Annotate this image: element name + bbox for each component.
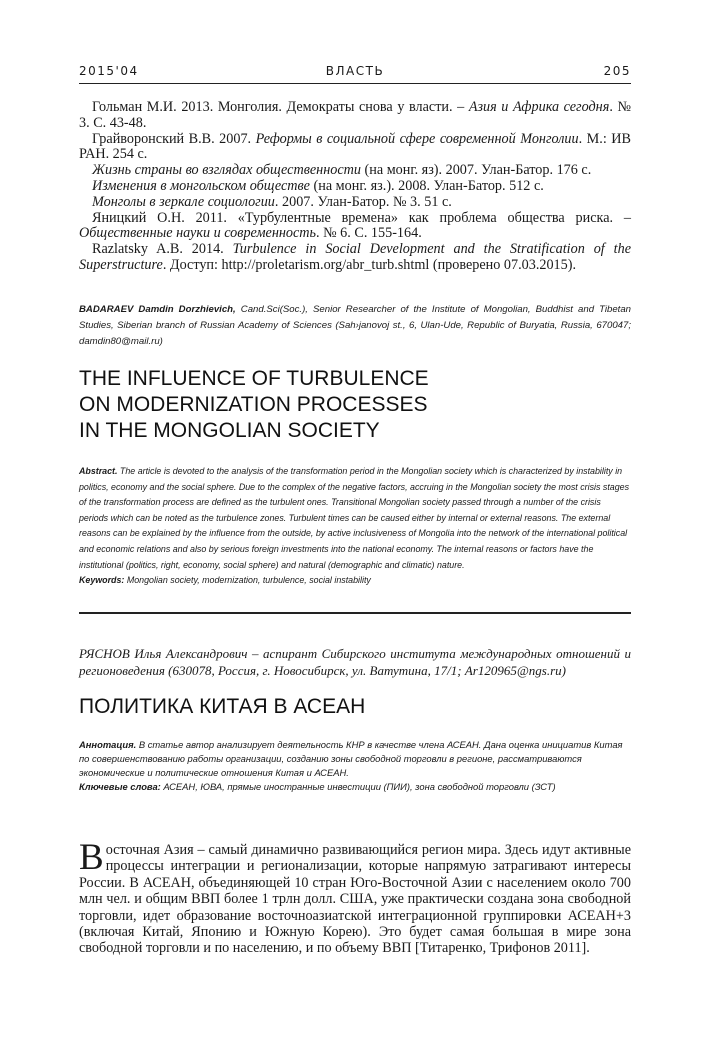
references-list (79, 100, 631, 274)
section-divider (79, 612, 631, 614)
russian-author-affiliation: – аспирант Сибирского института международных отношений и регионоведения (630078, Россия, г. Новосибирск, ул. Ватутина, 17/1; Ar120965@ngs.ru) (79, 646, 631, 678)
reference-item (79, 100, 631, 132)
ref-author: Razlatsky A.B. 2014. (92, 241, 233, 258)
ref-details: . 2007. Улан-Батор. № 3. 51 с. (274, 193, 452, 210)
annotation-text: В статье автор анализирует деятельность КНР в качестве члена АСЕАН. Дана оценка инициатив Китая по совершенствованию работы организации, созданию зоны свободной торговли в регионе, рассматриваются экономические и политические отношения Китая и АСЕАН. (79, 739, 623, 778)
keywords-text: Mongolian society, modernization, turbulence, social instability (124, 575, 371, 586)
english-abstract (79, 464, 631, 589)
drop-cap: В (79, 837, 104, 878)
ref-author: Гольман М.И. 2013. Монголия. Демократы снова у власти. – (92, 99, 469, 115)
ref-details: . Доступ: http://proletarism.org/abr_turb.shtml (проверено 07.03.2015). (162, 256, 577, 273)
reference-item (79, 211, 631, 243)
english-title-line: ON MODERNIZATION PROCESSES (79, 393, 428, 416)
english-title-line: THE INFLUENCE OF TURBULENCE (79, 367, 429, 390)
ref-title: Азия и Африка сегодня (468, 99, 610, 115)
russian-abstract (79, 738, 631, 794)
english-abstract-paragraph (79, 464, 631, 573)
ref-details: . № 6. С. 155-164. (316, 225, 422, 242)
ref-title: Изменения в монгольском обществе (92, 177, 310, 194)
annotation-label: Аннотация. (79, 739, 137, 750)
ref-title: Общественные науки и современность (79, 225, 316, 242)
ref-title: Turbulence in Social Development and the Stratification of the Superstructure (79, 241, 631, 273)
keywords-label: Keywords: (79, 575, 125, 586)
abstract-text: The article is devoted to the analysis of the transformation period in the Mongolian society which is characterized by instability in politics, economy and the social sphere. Due to the complex of the negative factors, accruing in the Mongolian society the most crisis stages of the transformation process are defined as the turbulent ones. Transitional Mongolian society passed through a number of the crisis periods which can be noted as the turbulence zones. Turbulent times can be caused either by internal or external reasons. The external reasons can be explained by the influence from the outside, by active inclusiveness of Mongolia into the network of the international political and economic relations and also by serious foreign investments into the national economy. The internal reasons or factors have the institutional (politics, right, economy, social sphere) and natural (demographic and climatic) nature. (79, 466, 630, 570)
section-label: ВЛАСТЬ (325, 64, 385, 78)
page-number: 205 (603, 64, 631, 78)
ref-title: Жизнь страны во взглядах общественности (92, 162, 361, 179)
russian-author-name: РЯСНОВ Илья Александрович (79, 646, 248, 661)
ref-details: (на монг. яз.). 2008. Улан-Батор. 512 с. (309, 177, 544, 194)
ref-title: Монголы в зеркале социологии (92, 193, 275, 210)
reference-item (79, 195, 631, 211)
russian-abstract-paragraph (79, 738, 631, 780)
reference-item (79, 179, 631, 195)
ref-author: Грайворонский В.В. 2007. (92, 130, 256, 147)
english-author-affiliation: Cand.Sci(Soc.), Senior Researcher of the Institute of Mongolian, Buddhist and Tibetan Studies, Siberian branch of Russian Academy of Sciences (Sah›janovoj st., 6, Ulan-Ude, Republic of Buryatia, Russia, 670047; damdin80@mail.ru) (79, 304, 632, 347)
issue-label: 2015'04 (79, 64, 139, 78)
english-article-title (79, 366, 631, 444)
english-author-name: BADARAEV Damdin Dorzhievich, (79, 304, 236, 315)
russian-article-title: ПОЛИТИКА КИТАЯ В АСЕАН (79, 695, 366, 718)
ref-title: Реформы в социальной сфере современной Монголии (255, 130, 579, 147)
ref-details: . № 3. С. 43-48. (79, 99, 632, 131)
ref-details: (на монг. яз). 2007. Улан-Батор. 176 с. (360, 162, 592, 179)
reference-item (79, 163, 631, 179)
keywords-label-ru: Ключевые слова: (79, 781, 161, 792)
ref-details: . М.: ИВ РАН. 254 с. (79, 130, 631, 163)
russian-author-info (79, 645, 631, 679)
english-author-info (79, 302, 631, 350)
reference-item (79, 242, 631, 274)
russian-keywords (79, 780, 631, 794)
english-title-line: IN THE MONGOLIAN SOCIETY (79, 419, 380, 442)
article-body (79, 837, 631, 957)
running-header (79, 64, 631, 82)
abstract-label: Abstract. (79, 466, 118, 476)
body-paragraph: осточная Азия – самый динамично развивающийся регион мира. Здесь идут активные процессы интеграции и регионализации, которые напрямую затрагивают интересы России. В АСЕАН, объединяющей 10 стран Юго-Восточной Азии с населением около 700 млн чел. и общим ВВП более 1 трлн долл. США, уже практически создана зона свободной торговли, идет образование восточноазиатской интеграционной группировки АСЕАН+3 (включая Китай, Японию и Южную Корею). Это будет самая большая в мире зона свободной торговли и по населению, и по объему ВВП [Титаренко, Трифонов 2011]. (79, 842, 631, 957)
keywords-text-ru: АСЕАН, ЮВА, прямые иностранные инвестиции (ПИИ), зона свободной торговли (ЗСТ) (160, 781, 556, 792)
header-rule (79, 83, 631, 84)
ref-author: Яницкий О.Н. 2011. «Турбулентные времена» как проблема общества риска. – (92, 209, 631, 226)
reference-item (79, 132, 631, 164)
english-keywords (79, 573, 631, 589)
